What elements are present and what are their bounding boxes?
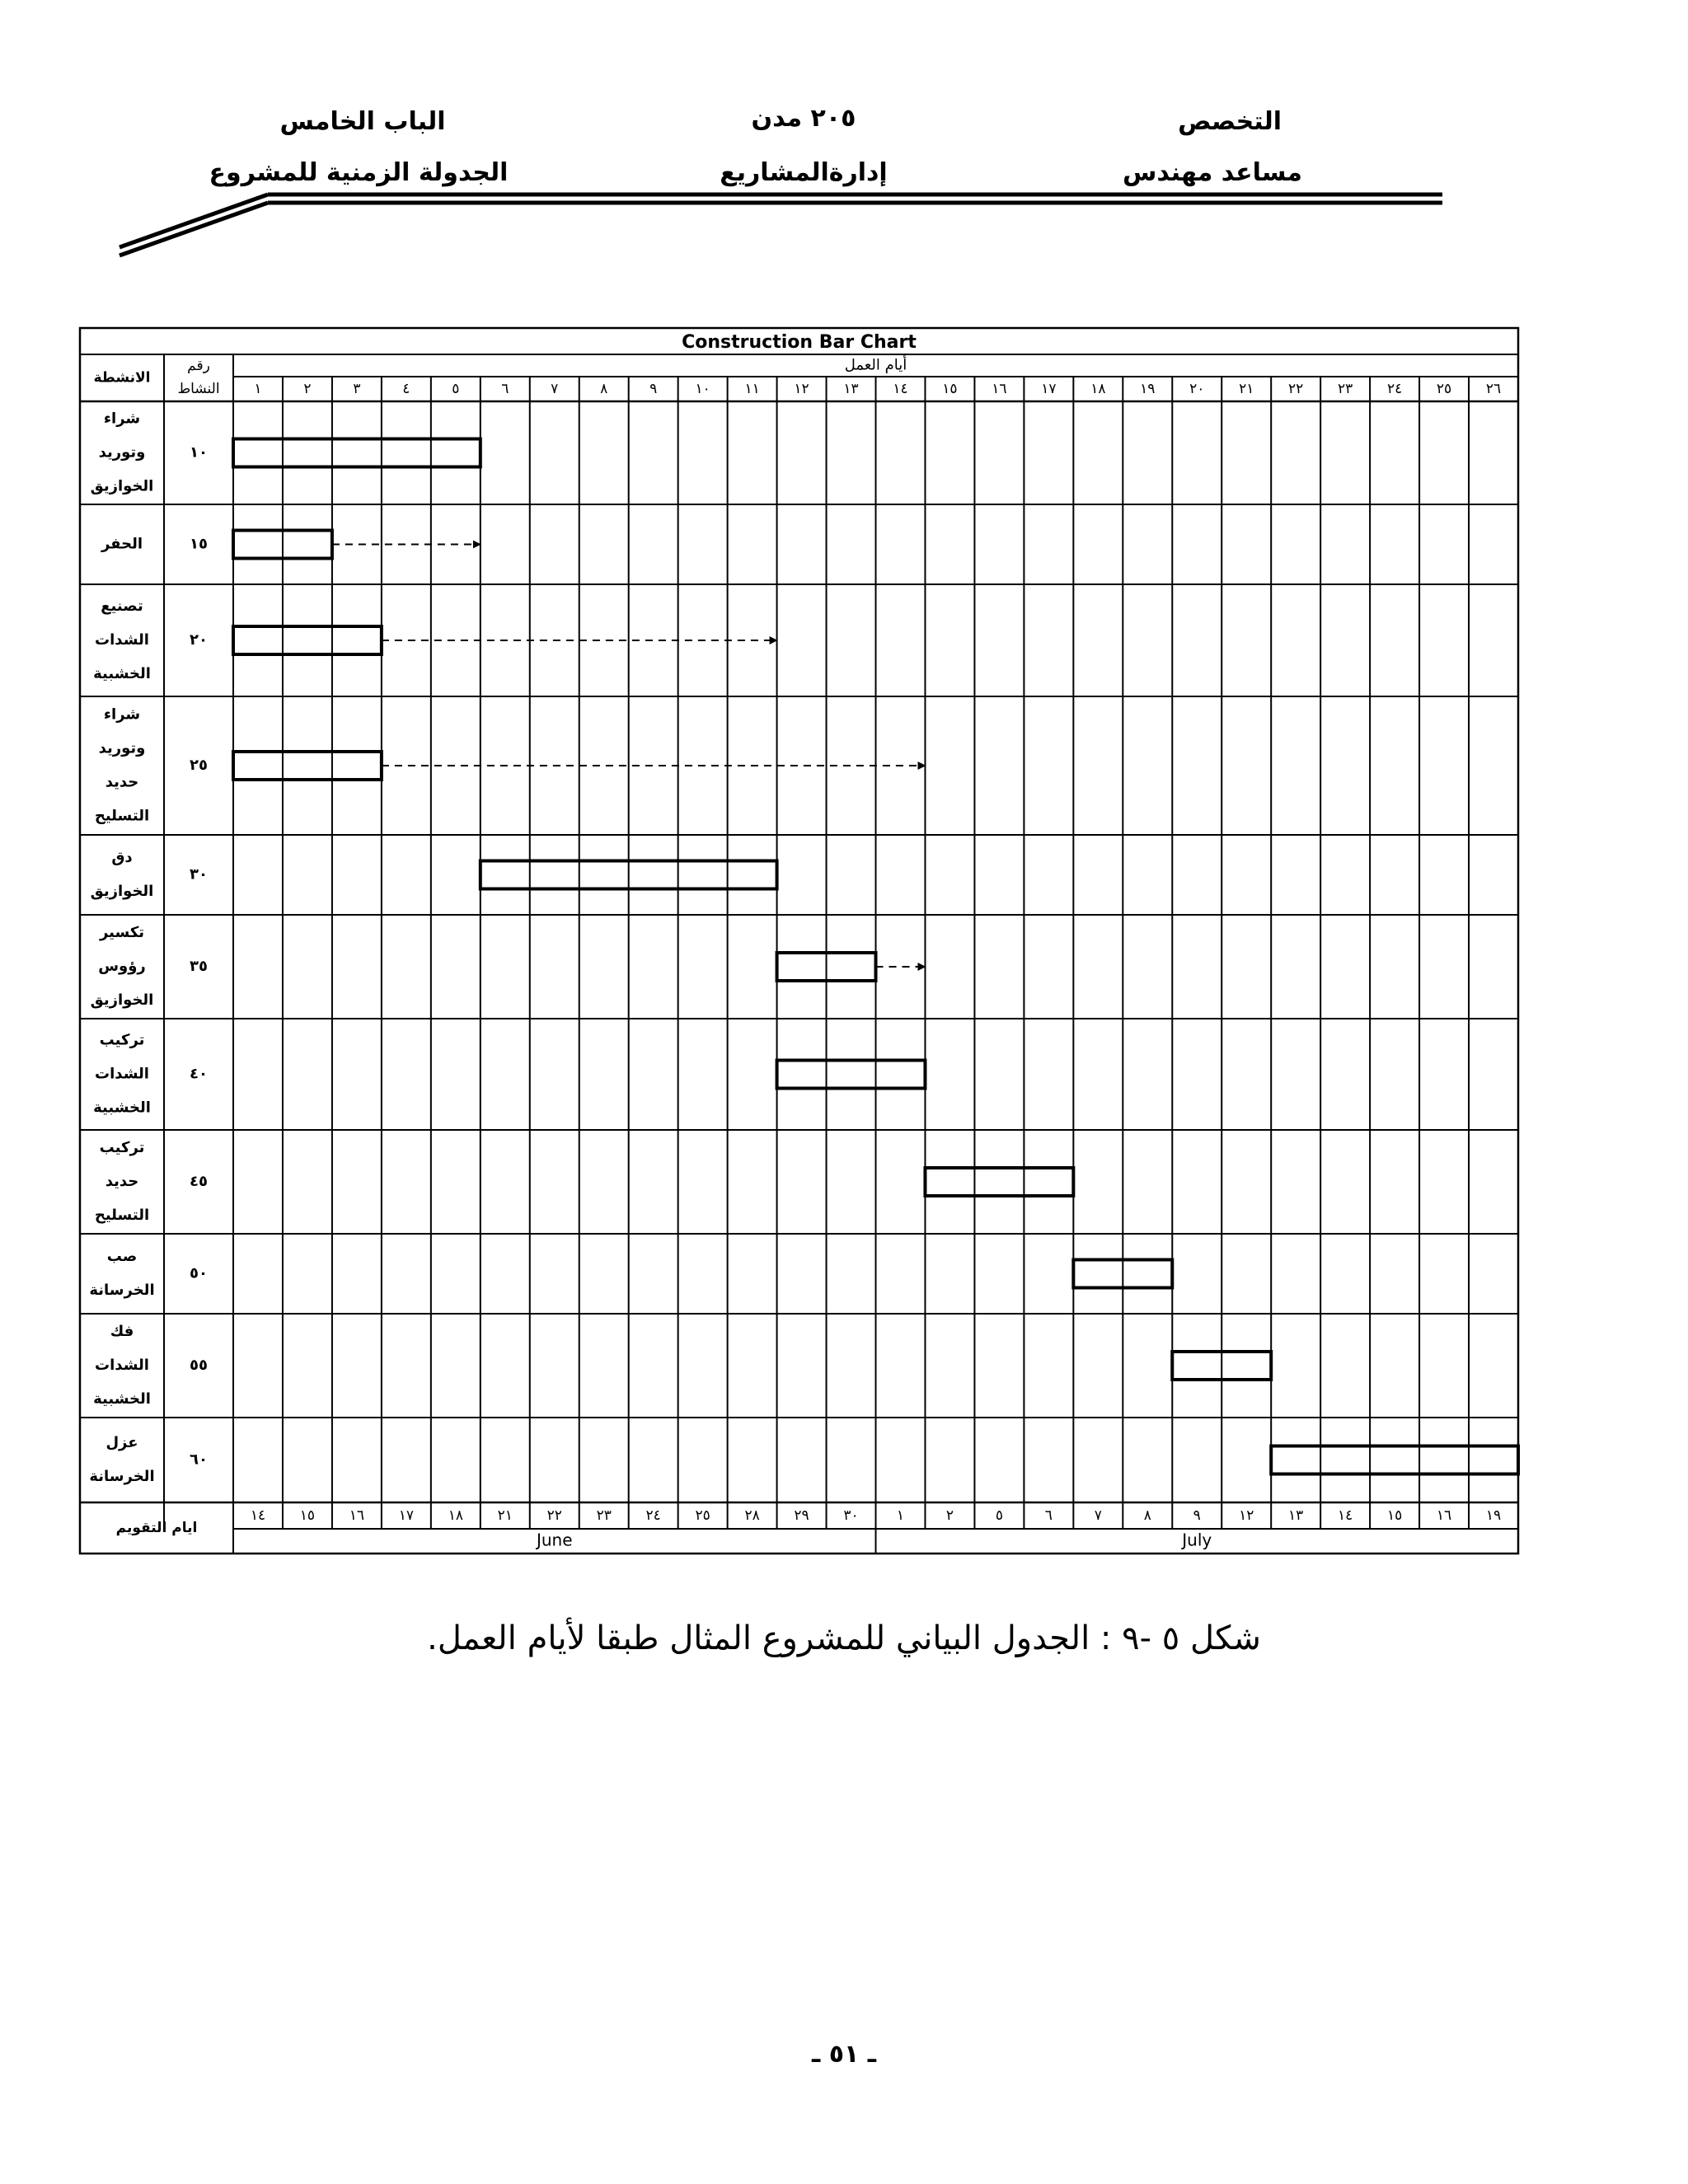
working-day-label: ١٣	[843, 381, 859, 397]
activity-number: ٢٠	[190, 631, 208, 649]
activities-column-header: الانشطة	[93, 369, 151, 387]
header-specialty-label: التخصص	[1178, 107, 1282, 136]
activity-name: وتوريد	[98, 739, 146, 757]
activity-name: الخوازيق	[90, 991, 154, 1009]
activity-name: التسليح	[94, 1207, 150, 1224]
figure-caption: شكل ٥ -٩ : الجدول البياني للمشروع المثال طبقا لأيام العمل.	[427, 1619, 1261, 1657]
calendar-day-label: ٢٥	[695, 1507, 710, 1524]
header-chapter-number: الباب الخامس	[279, 107, 446, 136]
activity-name: صب	[106, 1248, 138, 1265]
activity-name: الخرسانة	[89, 1468, 155, 1485]
activity-bar	[233, 752, 382, 780]
activity-bar	[777, 1061, 926, 1089]
activity-name: الخشبية	[93, 665, 151, 682]
working-day-label: ٢٠	[1189, 381, 1205, 397]
month-label: June	[536, 1530, 573, 1550]
calendar-day-label: ١٨	[448, 1507, 463, 1524]
activity-name: الحفر	[101, 535, 143, 553]
calendar-day-label: ١٥	[299, 1507, 316, 1524]
working-day-label: ١٧	[1041, 381, 1057, 397]
activity-name: تركيب	[99, 1139, 145, 1156]
working-day-label: ٨	[600, 381, 608, 397]
working-days-header: أيام العمل	[844, 356, 907, 374]
activity-name: الشدات	[95, 1065, 149, 1083]
calendar-day-label: ٢٩	[794, 1507, 809, 1524]
working-day-label: ١٨	[1090, 381, 1106, 397]
activity-number: ٣٥	[190, 958, 208, 975]
calendar-day-label: ١٦	[349, 1507, 365, 1524]
activity-bar	[925, 1168, 1073, 1196]
working-day-label: ١٥	[942, 381, 958, 397]
calendar-day-label: ٥	[995, 1507, 1003, 1524]
calendar-day-label: ١	[896, 1507, 905, 1524]
calendar-day-label: ١٥	[1386, 1507, 1403, 1524]
activity-name: وتوريد	[98, 443, 146, 462]
calendar-day-label: ١٢	[1239, 1507, 1254, 1524]
activity-name: شراء	[103, 410, 141, 428]
calendar-day-label: ١٤	[250, 1507, 266, 1524]
page-number: ـ ٥١ ـ	[811, 2040, 877, 2069]
activity-name: تركيب	[99, 1031, 145, 1049]
chart-title: Construction Bar Chart	[682, 332, 917, 353]
working-day-label: ٥	[452, 381, 460, 397]
working-day-label: ٣	[353, 381, 361, 397]
working-day-label: ٧	[551, 381, 559, 397]
working-day-label: ٢	[303, 381, 312, 397]
header-chapter-title: الجدولة الزمنية للمشروع	[209, 158, 509, 187]
calendar-day-label: ٧	[1094, 1507, 1102, 1524]
working-day-label: ١	[254, 381, 262, 397]
working-day-label: ٦	[501, 381, 509, 397]
calendar-days-label: ايام التقويم	[115, 1520, 198, 1536]
chart-frame	[80, 328, 1518, 1554]
calendar-day-label: ٢	[945, 1507, 954, 1524]
working-day-label: ١٢	[794, 381, 809, 397]
header-specialty-value: مساعد مهندس	[1123, 158, 1302, 187]
activity-name: عزل	[106, 1434, 138, 1451]
activity-name: تكسير	[99, 924, 145, 941]
number-column-header: رقم	[187, 358, 210, 374]
calendar-day-label: ٣٠	[843, 1507, 859, 1524]
activity-number: ١٠	[190, 443, 208, 462]
calendar-day-label: ٢٢	[546, 1507, 562, 1524]
calendar-day-label: ١٤	[1338, 1507, 1353, 1524]
activity-name: الشدات	[95, 631, 149, 649]
working-day-label: ٢٣	[1338, 381, 1353, 397]
activity-name: دق	[111, 849, 133, 866]
working-day-label: ١٠	[695, 381, 710, 397]
calendar-day-label: ٢٤	[645, 1507, 661, 1524]
working-day-label: ٢٢	[1288, 381, 1304, 397]
activity-name: الخرسانة	[89, 1282, 155, 1299]
number-column-header: النشاط	[177, 381, 220, 397]
working-day-label: ١٩	[1140, 381, 1156, 397]
header-course-name: إدارةالمشاريع	[720, 158, 888, 187]
month-label: July	[1182, 1530, 1212, 1550]
calendar-day-label: ٢٨	[744, 1507, 760, 1524]
activity-name: الشدات	[95, 1357, 149, 1374]
calendar-day-label: ١٧	[398, 1507, 414, 1524]
activity-name: الخوازيق	[90, 883, 154, 900]
calendar-day-label: ٨	[1143, 1507, 1151, 1524]
calendar-day-label: ١٣	[1288, 1507, 1304, 1524]
working-day-label: ١١	[744, 381, 760, 397]
activity-name: فك	[110, 1323, 134, 1340]
activity-number: ٢٥	[190, 757, 208, 774]
working-day-label: ٢٥	[1436, 381, 1452, 397]
activity-name: حديد	[105, 1173, 139, 1190]
working-day-label: ٢٤	[1386, 381, 1403, 397]
calendar-day-label: ٦	[1044, 1507, 1053, 1524]
calendar-day-label: ٢١	[497, 1507, 513, 1524]
activity-bar	[1271, 1446, 1518, 1474]
activity-number: ٤٠	[190, 1065, 208, 1083]
header-course-code: ٢٠٥ مدن	[751, 104, 856, 133]
activity-name: رؤوس	[98, 958, 146, 975]
activity-bar	[233, 626, 382, 654]
working-day-label: ١٤	[893, 381, 908, 397]
working-day-label: ٢٦	[1485, 381, 1502, 397]
activity-name: التسليح	[94, 807, 150, 825]
calendar-day-label: ٢٣	[596, 1507, 612, 1524]
working-day-label: ٢١	[1239, 381, 1254, 397]
activity-number: ١٥	[190, 535, 208, 553]
calendar-day-label: ٩	[1193, 1507, 1201, 1524]
activity-name: تصنيع	[101, 598, 143, 615]
activity-name: الخوازيق	[90, 477, 154, 495]
activity-name: الخشبية	[93, 1099, 151, 1117]
activity-bar	[233, 439, 481, 467]
activity-name: حديد	[105, 773, 139, 791]
working-day-label: ٤	[402, 381, 410, 397]
activity-number: ٣٠	[190, 865, 208, 883]
calendar-day-label: ١٩	[1485, 1507, 1502, 1524]
activity-number: ٦٠	[190, 1451, 208, 1469]
working-day-label: ٩	[649, 381, 658, 397]
activity-name: الخشبية	[93, 1390, 151, 1408]
working-day-label: ١٦	[992, 381, 1007, 397]
activity-number: ٥٠	[190, 1264, 208, 1282]
activity-name: شراء	[103, 705, 141, 724]
activity-number: ٥٥	[190, 1357, 208, 1374]
calendar-day-label: ١٦	[1436, 1507, 1452, 1524]
activity-number: ٤٥	[190, 1173, 208, 1190]
